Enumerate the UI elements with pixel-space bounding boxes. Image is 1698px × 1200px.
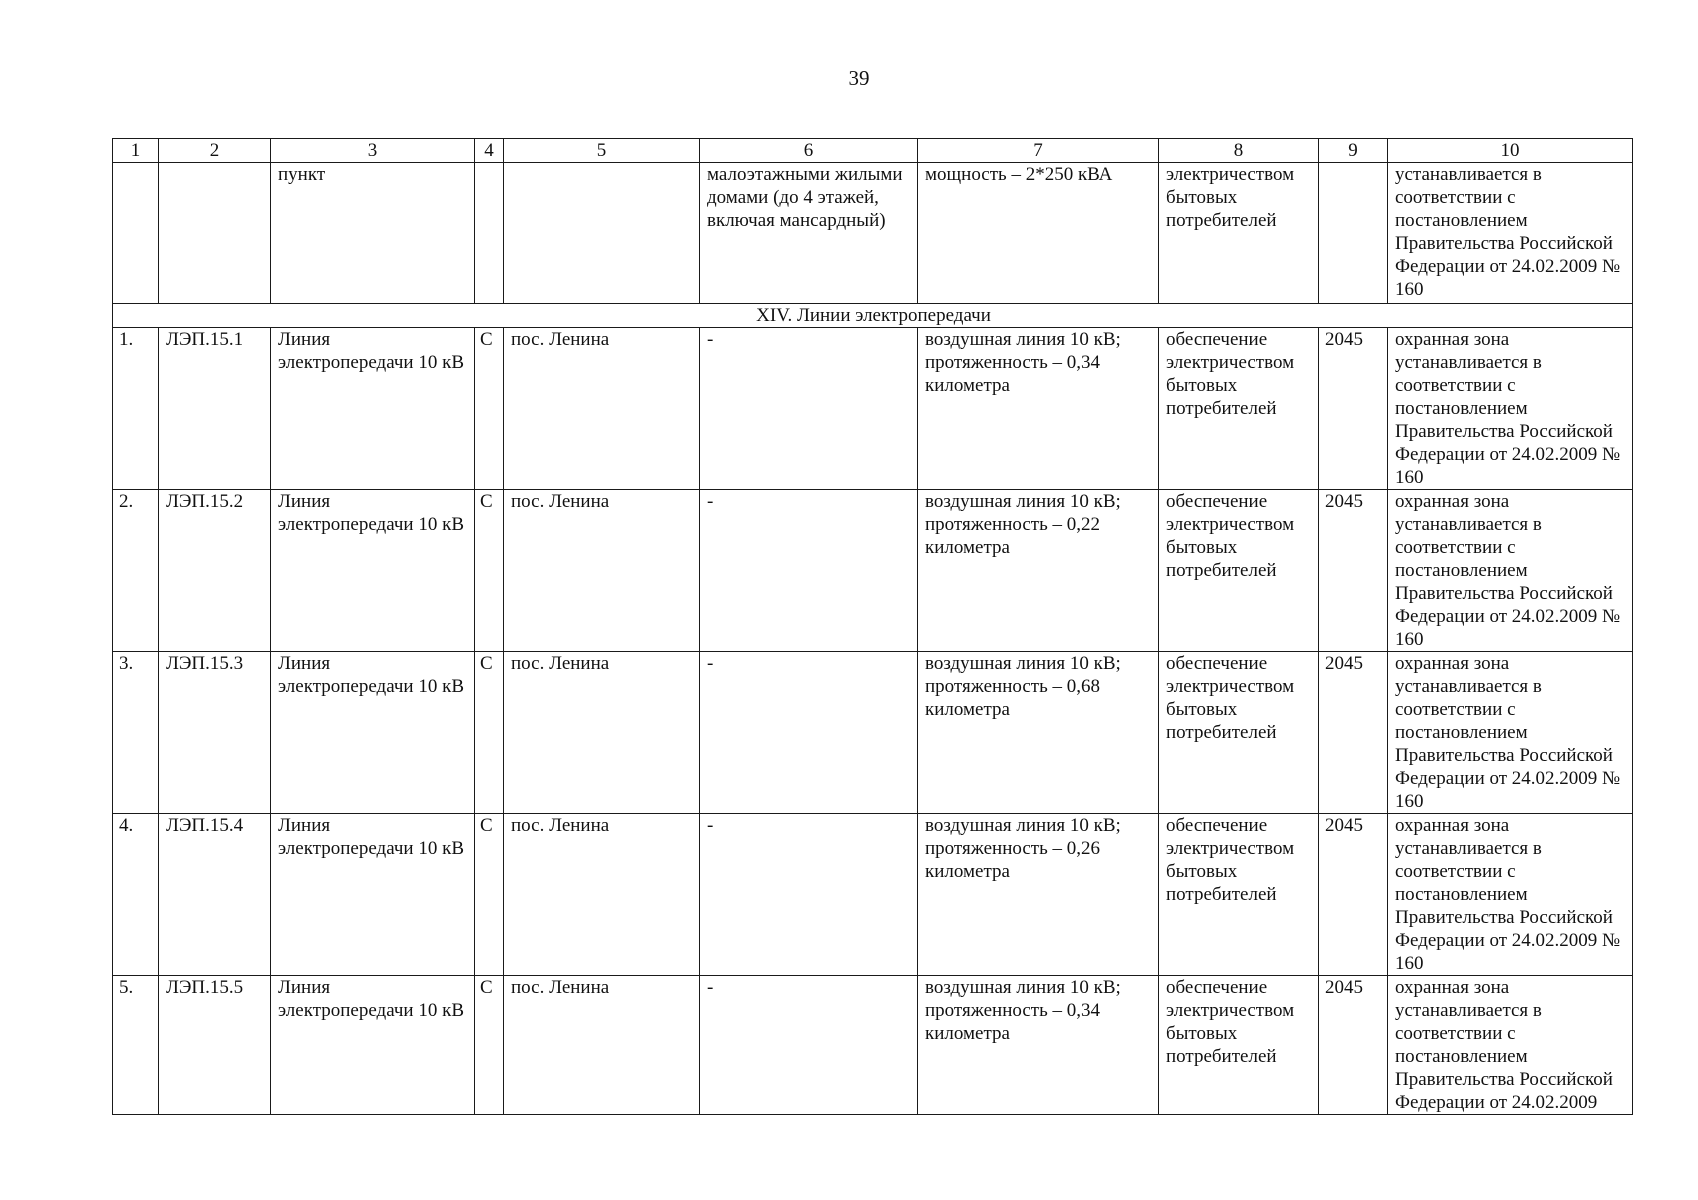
cell-name: Линия электропередачи 10 кВ	[271, 814, 475, 976]
cell-note: охранная зона устанавливается в соответствии с постановлением Правительства Российской Федерации от 24.02.2009 № 160	[1388, 652, 1633, 814]
column-number: 8	[1159, 139, 1319, 163]
cell-zone: -	[700, 328, 918, 490]
cell-characteristics: воздушная линия 10 кВ; протяженность – 0,34 километра	[918, 328, 1159, 490]
cell-location: пос. Ленина	[504, 328, 700, 490]
cell-name: Линия электропередачи 10 кВ	[271, 328, 475, 490]
cell-num: 1.	[113, 328, 159, 490]
table-row	[113, 976, 1633, 1115]
cell-num: 2.	[113, 490, 159, 652]
cell-characteristics: мощность – 2*250 кВА	[918, 163, 1159, 304]
cell-note: охранная зона устанавливается в соответствии с постановлением Правительства Российской Федерации от 24.02.2009 № 160	[1388, 814, 1633, 976]
column-number: 3	[271, 139, 475, 163]
column-number: 6	[700, 139, 918, 163]
cell-location: пос. Ленина	[504, 490, 700, 652]
table-row	[113, 814, 1633, 976]
cell-characteristics: воздушная линия 10 кВ; протяженность – 0,34 километра	[918, 976, 1159, 1115]
cell-year: 2045	[1319, 976, 1388, 1115]
table-row	[113, 652, 1633, 814]
column-number: 7	[918, 139, 1159, 163]
cell-characteristics: воздушная линия 10 кВ; протяженность – 0,68 километра	[918, 652, 1159, 814]
cell-note: устанавливается в соответствии с постановлением Правительства Российской Федерации от 24.02.2009 № 160	[1388, 163, 1633, 304]
column-number-row	[113, 139, 1633, 163]
cell-num	[113, 163, 159, 304]
cell-purpose: электричеством бытовых потребителей	[1159, 163, 1319, 304]
cell-name: Линия электропередачи 10 кВ	[271, 976, 475, 1115]
cell-zone: малоэтажными жилыми домами (до 4 этажей, включая мансардный)	[700, 163, 918, 304]
table-row	[113, 328, 1633, 490]
cell-year: 2045	[1319, 490, 1388, 652]
cell-code: ЛЭП.15.4	[159, 814, 271, 976]
cell-year: 2045	[1319, 814, 1388, 976]
column-number: 10	[1388, 139, 1633, 163]
cell-zone: -	[700, 976, 918, 1115]
cell-status: С	[475, 976, 504, 1115]
column-number: 1	[113, 139, 159, 163]
cell-purpose: обеспечение электричеством бытовых потребителей	[1159, 328, 1319, 490]
cell-location: пос. Ленина	[504, 814, 700, 976]
cell-year: 2045	[1319, 652, 1388, 814]
cell-code	[159, 163, 271, 304]
cell-year	[1319, 163, 1388, 304]
cell-status: С	[475, 328, 504, 490]
cell-code: ЛЭП.15.1	[159, 328, 271, 490]
section-row	[113, 304, 1633, 328]
cell-purpose: обеспечение электричеством бытовых потребителей	[1159, 652, 1319, 814]
cell-code: ЛЭП.15.5	[159, 976, 271, 1115]
cell-note: охранная зона устанавливается в соответствии с постановлением Правительства Российской Федерации от 24.02.2009	[1388, 976, 1633, 1115]
cell-num: 3.	[113, 652, 159, 814]
cell-code: ЛЭП.15.3	[159, 652, 271, 814]
objects-table	[112, 138, 1633, 1115]
column-number: 2	[159, 139, 271, 163]
cell-location: пос. Ленина	[504, 976, 700, 1115]
cell-status: С	[475, 652, 504, 814]
continuation-row	[113, 163, 1633, 304]
column-number: 9	[1319, 139, 1388, 163]
cell-location: пос. Ленина	[504, 652, 700, 814]
cell-name: пункт	[271, 163, 475, 304]
cell-purpose: обеспечение электричеством бытовых потребителей	[1159, 814, 1319, 976]
cell-code: ЛЭП.15.2	[159, 490, 271, 652]
cell-num: 5.	[113, 976, 159, 1115]
cell-year: 2045	[1319, 328, 1388, 490]
cell-purpose: обеспечение электричеством бытовых потребителей	[1159, 976, 1319, 1115]
cell-note: охранная зона устанавливается в соответствии с постановлением Правительства Российской Федерации от 24.02.2009 № 160	[1388, 490, 1633, 652]
cell-status: С	[475, 490, 504, 652]
cell-zone: -	[700, 652, 918, 814]
cell-zone: -	[700, 814, 918, 976]
cell-name: Линия электропередачи 10 кВ	[271, 490, 475, 652]
section-title: XIV. Линии электропередачи	[113, 304, 1633, 328]
cell-status	[475, 163, 504, 304]
table-row	[113, 490, 1633, 652]
cell-purpose: обеспечение электричеством бытовых потребителей	[1159, 490, 1319, 652]
cell-status: С	[475, 814, 504, 976]
column-number: 4	[475, 139, 504, 163]
column-number: 5	[504, 139, 700, 163]
cell-location	[504, 163, 700, 304]
cell-note: охранная зона устанавливается в соответствии с постановлением Правительства Российской Федерации от 24.02.2009 № 160	[1388, 328, 1633, 490]
cell-zone: -	[700, 490, 918, 652]
cell-characteristics: воздушная линия 10 кВ; протяженность – 0,22 километра	[918, 490, 1159, 652]
cell-num: 4.	[113, 814, 159, 976]
page-number: 39	[848, 66, 870, 90]
cell-characteristics: воздушная линия 10 кВ; протяженность – 0,26 километра	[918, 814, 1159, 976]
cell-name: Линия электропередачи 10 кВ	[271, 652, 475, 814]
